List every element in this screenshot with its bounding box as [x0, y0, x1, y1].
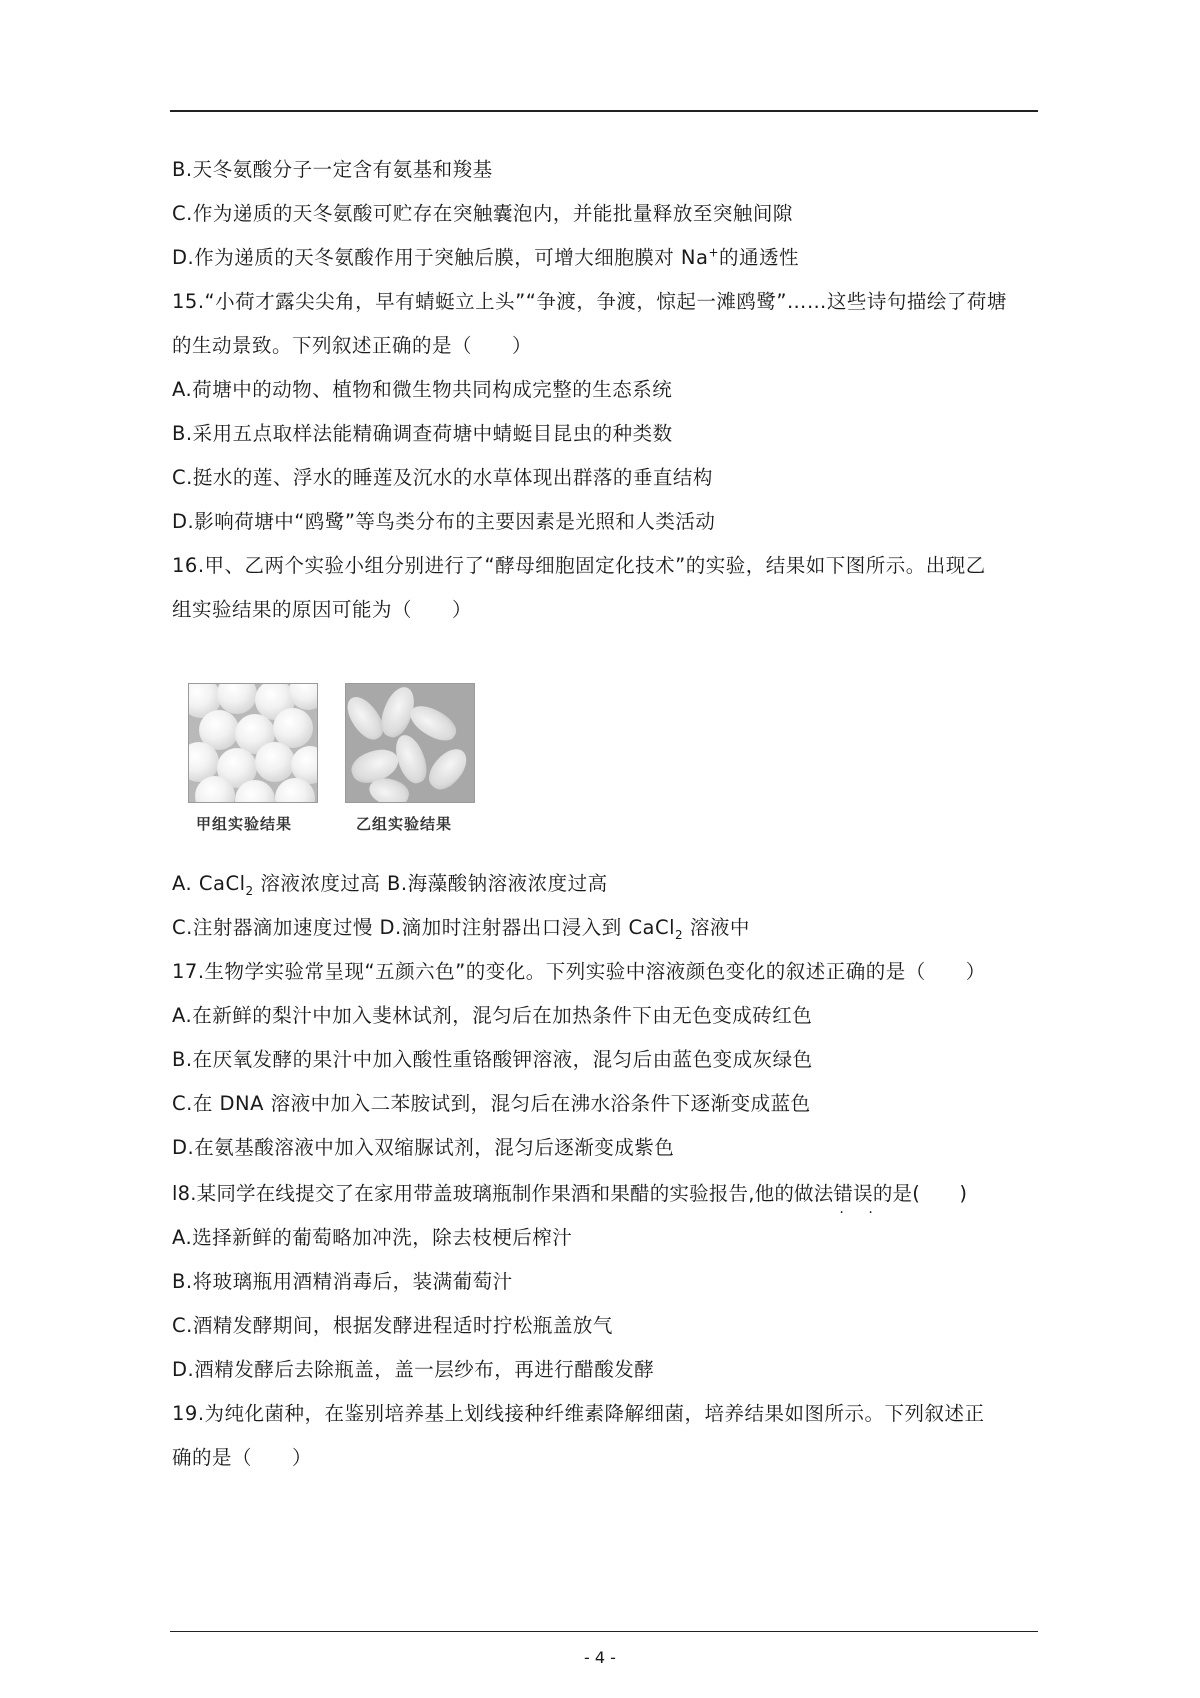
question-15-stem-cont: 的生动景致。下列叙述正确的是（ ）: [172, 334, 533, 357]
header-rule: [170, 110, 1038, 112]
option-14b: B.天冬氨酸分子一定含有氨基和羧基: [172, 158, 493, 181]
option-15a: A.荷塘中的动物、植物和微生物共同构成完整的生态系统: [172, 378, 673, 401]
question-19-stem: 19.为纯化菌种，在鉴别培养基上划线接种纤维素降解细菌，培养结果如图所示。下列叙述正: [172, 1402, 985, 1425]
group-yi-result-image: [345, 683, 475, 803]
footer-rule: [170, 1631, 1038, 1632]
question-19-stem-cont: 确的是（ ）: [172, 1446, 313, 1469]
option-17c: C.在 DNA 溶液中加入二苯胺试到，混匀后在沸水浴条件下逐渐变成蓝色: [172, 1092, 811, 1115]
question-17-stem: 17.生物学实验常呈现“五颜六色”的变化。下列实验中溶液颜色变化的叙述正确的是（ ）: [172, 960, 986, 983]
option-15b: B.采用五点取样法能精确调查荷塘中蜻蜓目昆虫的种类数: [172, 422, 673, 445]
group-yi-caption: 乙组实验结果: [356, 815, 453, 833]
option-14c: C.作为递质的天冬氨酸可贮存在突触囊泡内，并能批量释放至突触间隙: [172, 202, 793, 225]
option-16c: C.注射器滴加速度过慢: [172, 916, 373, 939]
option-17d: D.在氨基酸溶液中加入双缩脲试剂，混匀后逐渐变成紫色: [172, 1136, 675, 1159]
page-number: - 4 -: [584, 1648, 616, 1667]
option-18b: B.将玻璃瓶用酒精消毒后，装满葡萄汁: [172, 1270, 513, 1293]
option-17b: B.在厌氧发酵的果汁中加入酸性重铬酸钾溶液，混匀后由蓝色变成灰绿色: [172, 1048, 813, 1071]
group-jia-result-image: [188, 683, 318, 803]
option-17a: A.在新鲜的梨汁中加入斐林试剂，混匀后在加热条件下由无色变成砖红色: [172, 1004, 813, 1027]
option-15d: D.影响荷塘中“鸥鹭”等鸟类分布的主要因素是光照和人类活动: [172, 510, 716, 533]
option-16a: A. CaCl$_2$ 溶液浓度过高: [172, 872, 381, 898]
option-18a: A.选择新鲜的葡萄略加冲洗，除去枝梗后榨汁: [172, 1226, 573, 1249]
options-16cd: [172, 915, 750, 941]
option-14d: D.作为递质的天冬氨酸作用于突触后膜，可增大细胞膜对 Na+的通透性: [172, 245, 800, 269]
option-18d: D.酒精发酵后去除瓶盖，盖一层纱布，再进行醋酸发酵: [172, 1358, 655, 1381]
question-15-stem: 15.“小荷才露尖尖角，早有蜻蜓立上头”“争渡，争渡，惊起一滩鸥鹭”……这些诗句描绘了荷塘: [172, 290, 1007, 313]
group-jia-caption: 甲组实验结果: [196, 815, 293, 833]
option-15c: C.挺水的莲、浮水的睡莲及沉水的水草体现出群落的垂直结构: [172, 466, 713, 489]
option-16d: D.滴加时注射器出口浸入到 CaCl$_2$ 溶液中: [379, 916, 750, 942]
option-16b: B.海藻酸钠溶液浓度过高: [387, 872, 608, 895]
question-16-stem: 16.甲、乙两个实验小组分别进行了“酵母细胞固定化技术”的实验，结果如下图所示。出现乙: [172, 554, 986, 577]
options-16ab: [172, 871, 608, 897]
option-18c: C.酒精发酵期间，根据发酵进程适时拧松瓶盖放气: [172, 1314, 613, 1337]
question-16-stem-cont: 组实验结果的原因可能为（ ）: [172, 598, 473, 621]
question-18-stem: l8.某同学在线提交了在家用带盖玻璃瓶制作果酒和果醋的实验报告,他的做法错误 . .的是( ): [172, 1181, 967, 1207]
emphasis-wrong: 错误 . .: [833, 1182, 872, 1205]
